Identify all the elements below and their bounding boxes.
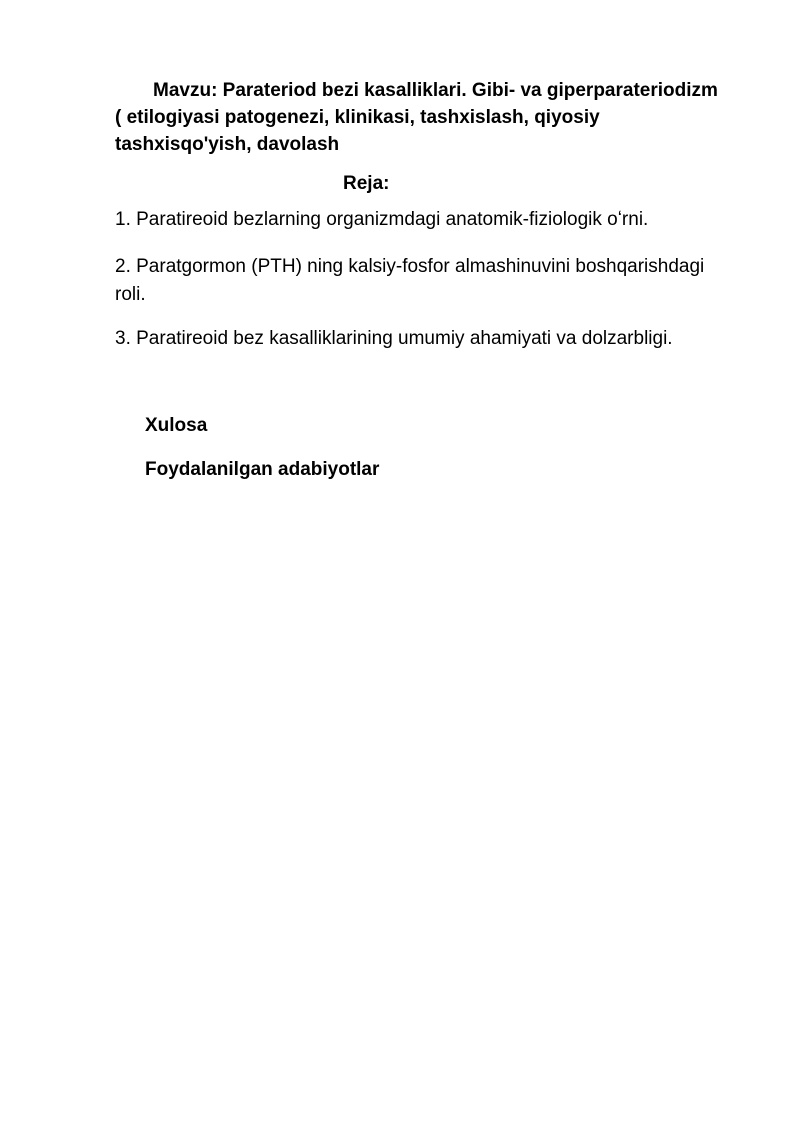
section-references: Foydalanilgan adabiyotlar [145, 459, 380, 480]
plan-heading: Reja: [343, 173, 390, 194]
section-conclusion: Xulosa [145, 415, 208, 436]
document-title-text: Mavzu: Parateriod bezi kasalliklari. Gibi- va giperparateriodizm ( etilogiyasi patogenezi, klinikasi, tashxislash, qiyosiy tashxisqo'yish, davolash [115, 80, 718, 155]
plan-item: 1. Paratireoid bezlarning organizmdagi anatomik-fiziologik oʻrni. [115, 209, 649, 230]
plan-item: 3. Paratireoid bez kasalliklarining umumiy ahamiyati va dolzarbligi. [115, 328, 673, 349]
plan-item: 2. Paratgormon (PTH) ning kalsiy-fosfor almashinuvini boshqarishdagi roli. [115, 256, 705, 305]
document-title [115, 77, 725, 158]
